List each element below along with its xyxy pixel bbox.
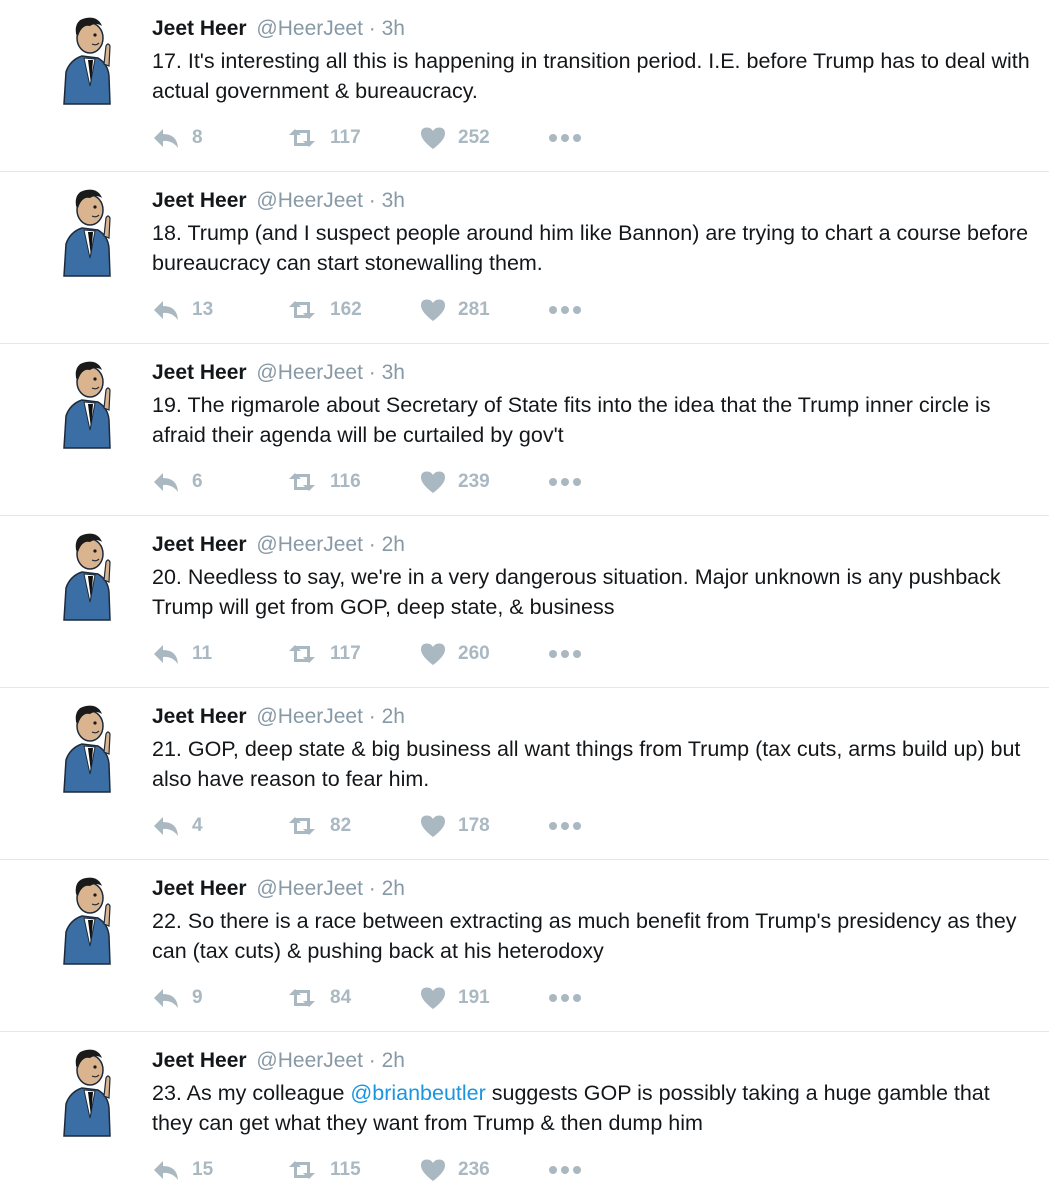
tweet-actions: [152, 122, 612, 154]
more-dots-icon: [548, 305, 582, 315]
tweet-text-body: 21. GOP, deep state & big business all want things from Trump (tax cuts, arms build up) but also have reason to fear him.: [152, 737, 1021, 791]
author-name[interactable]: Jeet Heer: [152, 361, 247, 384]
more-dots-icon: [548, 133, 582, 143]
like-button[interactable]: [420, 1154, 490, 1186]
reply-button[interactable]: [152, 982, 203, 1014]
tweet-text-body: 18. Trump (and I suspect people around him like Bannon) are trying to chart a course before bureaucracy can start stonewalling them.: [152, 221, 1029, 275]
reply-count: 6: [192, 471, 203, 492]
tweet-text-body: 19. The rigmarole about Secretary of State fits into the idea that the Trump inner circle is afraid their agenda will be curtailed by gov't: [152, 393, 991, 447]
heart-icon: [420, 1158, 446, 1182]
tweet-actions: [152, 294, 612, 326]
mention-link[interactable]: @brianbeutler: [350, 1081, 486, 1105]
like-count: 239: [458, 471, 490, 492]
reply-button[interactable]: [152, 466, 203, 498]
tweet[interactable]: [0, 860, 1049, 1032]
timestamp[interactable]: 3h: [381, 189, 405, 212]
like-count: 260: [458, 643, 490, 664]
heart-icon: [420, 642, 446, 666]
more-button[interactable]: [548, 294, 582, 326]
tweet-header: [152, 1048, 405, 1074]
tweet-text-body: 22. So there is a race between extracting as much benefit from Trump's presidency as they can (tax cuts) & pushing back at his heterodoxy: [152, 909, 1017, 963]
more-dots-icon: [548, 993, 582, 1003]
timestamp[interactable]: 2h: [381, 1049, 405, 1072]
author-name[interactable]: Jeet Heer: [152, 17, 247, 40]
timestamp[interactable]: 3h: [381, 17, 405, 40]
retweet-button[interactable]: [286, 810, 351, 842]
tweet-text-body: 23. As my colleague: [152, 1081, 351, 1105]
like-button[interactable]: [420, 466, 490, 498]
heart-icon: [420, 814, 446, 838]
separator-dot: ·: [368, 17, 376, 40]
tweet-text: [152, 46, 1032, 106]
like-count: 252: [458, 127, 490, 148]
author-name[interactable]: Jeet Heer: [152, 705, 247, 728]
heart-icon: [420, 986, 446, 1010]
author-handle[interactable]: @HeerJeet: [256, 533, 363, 556]
like-button[interactable]: [420, 294, 490, 326]
heart-icon: [420, 470, 446, 494]
avatar[interactable]: [62, 874, 112, 966]
avatar[interactable]: [62, 702, 112, 794]
author-handle[interactable]: @HeerJeet: [256, 877, 363, 900]
retweet-icon: [286, 987, 318, 1009]
tweet-header: [152, 16, 405, 42]
tweet-text: [152, 1078, 1032, 1138]
retweet-button[interactable]: [286, 122, 361, 154]
retweet-button[interactable]: [286, 466, 361, 498]
separator-dot: ·: [368, 705, 376, 728]
tweet[interactable]: [0, 516, 1049, 688]
retweet-icon: [286, 1159, 318, 1181]
retweet-count: 82: [330, 815, 352, 836]
tweet-text-body: 17. It's interesting all this is happening in transition period. I.E. before Trump has to deal with actual government & bureaucracy.: [152, 49, 1030, 103]
retweet-button[interactable]: [286, 638, 361, 670]
tweet-header: [152, 704, 405, 730]
like-button[interactable]: [420, 810, 490, 842]
heart-icon: [420, 126, 446, 150]
retweet-icon: [286, 127, 318, 149]
like-count: 178: [458, 815, 490, 836]
like-count: 236: [458, 1159, 490, 1180]
reply-count: 13: [192, 299, 214, 320]
more-button[interactable]: [548, 982, 582, 1014]
timestamp[interactable]: 2h: [381, 705, 405, 728]
avatar[interactable]: [62, 1046, 112, 1138]
author-handle[interactable]: @HeerJeet: [256, 17, 363, 40]
more-button[interactable]: [548, 810, 582, 842]
retweet-count: 116: [330, 471, 361, 492]
author-handle[interactable]: @HeerJeet: [256, 1049, 363, 1072]
reply-button[interactable]: [152, 1154, 213, 1186]
tweet-text: [152, 906, 1032, 966]
retweet-icon: [286, 643, 318, 665]
author-handle[interactable]: @HeerJeet: [256, 361, 363, 384]
retweet-button[interactable]: [286, 294, 362, 326]
like-count: 281: [458, 299, 490, 320]
timestamp[interactable]: 3h: [381, 361, 405, 384]
author-name[interactable]: Jeet Heer: [152, 877, 247, 900]
separator-dot: ·: [368, 189, 376, 212]
avatar[interactable]: [62, 186, 112, 278]
timestamp[interactable]: 2h: [381, 533, 405, 556]
separator-dot: ·: [368, 361, 376, 384]
reply-count: 11: [192, 643, 213, 664]
reply-count: 8: [192, 127, 203, 148]
avatar[interactable]: [62, 530, 112, 622]
reply-button[interactable]: [152, 122, 203, 154]
author-handle[interactable]: @HeerJeet: [256, 189, 363, 212]
like-count: 191: [458, 987, 490, 1008]
author-name[interactable]: Jeet Heer: [152, 533, 247, 556]
separator-dot: ·: [368, 877, 376, 900]
avatar[interactable]: [62, 358, 112, 450]
more-button[interactable]: [548, 466, 582, 498]
more-dots-icon: [548, 821, 582, 831]
tweet-header: [152, 876, 405, 902]
like-button[interactable]: [420, 122, 490, 154]
more-dots-icon: [548, 477, 582, 487]
tweet[interactable]: [0, 688, 1049, 860]
more-button[interactable]: [548, 122, 582, 154]
reply-button[interactable]: [152, 810, 203, 842]
reply-icon: [152, 815, 180, 837]
tweet-text: [152, 562, 1032, 622]
author-name[interactable]: Jeet Heer: [152, 1049, 247, 1072]
like-button[interactable]: [420, 638, 490, 670]
heart-icon: [420, 298, 446, 322]
tweet[interactable]: [0, 0, 1049, 172]
separator-dot: ·: [368, 533, 376, 556]
tweet-actions: [152, 982, 612, 1014]
tweet[interactable]: [0, 172, 1049, 344]
retweet-button[interactable]: [286, 982, 351, 1014]
reply-icon: [152, 299, 180, 321]
retweet-icon: [286, 471, 318, 493]
retweet-count: 117: [330, 643, 361, 664]
more-button[interactable]: [548, 1154, 582, 1186]
author-name[interactable]: Jeet Heer: [152, 189, 247, 212]
tweet[interactable]: [0, 344, 1049, 516]
tweet-text-body: 20. Needless to say, we're in a very dangerous situation. Major unknown is any pushback Trump will get from GOP, deep state, & business: [152, 565, 1001, 619]
reply-icon: [152, 127, 180, 149]
tweet-actions: [152, 1154, 612, 1186]
more-button[interactable]: [548, 638, 582, 670]
retweet-count: 115: [330, 1159, 361, 1180]
retweet-count: 117: [330, 127, 361, 148]
tweet[interactable]: [0, 1032, 1049, 1204]
reply-icon: [152, 471, 180, 493]
separator-dot: ·: [368, 1049, 376, 1072]
retweet-count: 162: [330, 299, 362, 320]
tweet-header: [152, 360, 405, 386]
reply-icon: [152, 987, 180, 1009]
reply-button[interactable]: [152, 294, 213, 326]
tweet-header: [152, 532, 405, 558]
tweet-text: [152, 218, 1032, 278]
more-dots-icon: [548, 1165, 582, 1175]
retweet-button[interactable]: [286, 1154, 361, 1186]
tweet-actions: [152, 638, 612, 670]
tweet-text: [152, 734, 1032, 794]
author-handle[interactable]: @HeerJeet: [256, 705, 363, 728]
reply-count: 4: [192, 815, 203, 836]
avatar[interactable]: [62, 14, 112, 106]
more-dots-icon: [548, 649, 582, 659]
tweet-text-body: suggests GOP is possibly taking a huge gamble that they can get what they want from Trump & then dump him: [152, 1081, 990, 1135]
reply-count: 9: [192, 987, 203, 1008]
tweet-actions: [152, 810, 612, 842]
tweet-text: [152, 390, 1032, 450]
reply-icon: [152, 1159, 180, 1181]
tweet-actions: [152, 466, 612, 498]
like-button[interactable]: [420, 982, 490, 1014]
reply-button[interactable]: [152, 638, 212, 670]
tweet-header: [152, 188, 405, 214]
timestamp[interactable]: 2h: [381, 877, 405, 900]
retweet-count: 84: [330, 987, 352, 1008]
retweet-icon: [286, 299, 318, 321]
reply-count: 15: [192, 1159, 214, 1180]
retweet-icon: [286, 815, 318, 837]
reply-icon: [152, 643, 180, 665]
